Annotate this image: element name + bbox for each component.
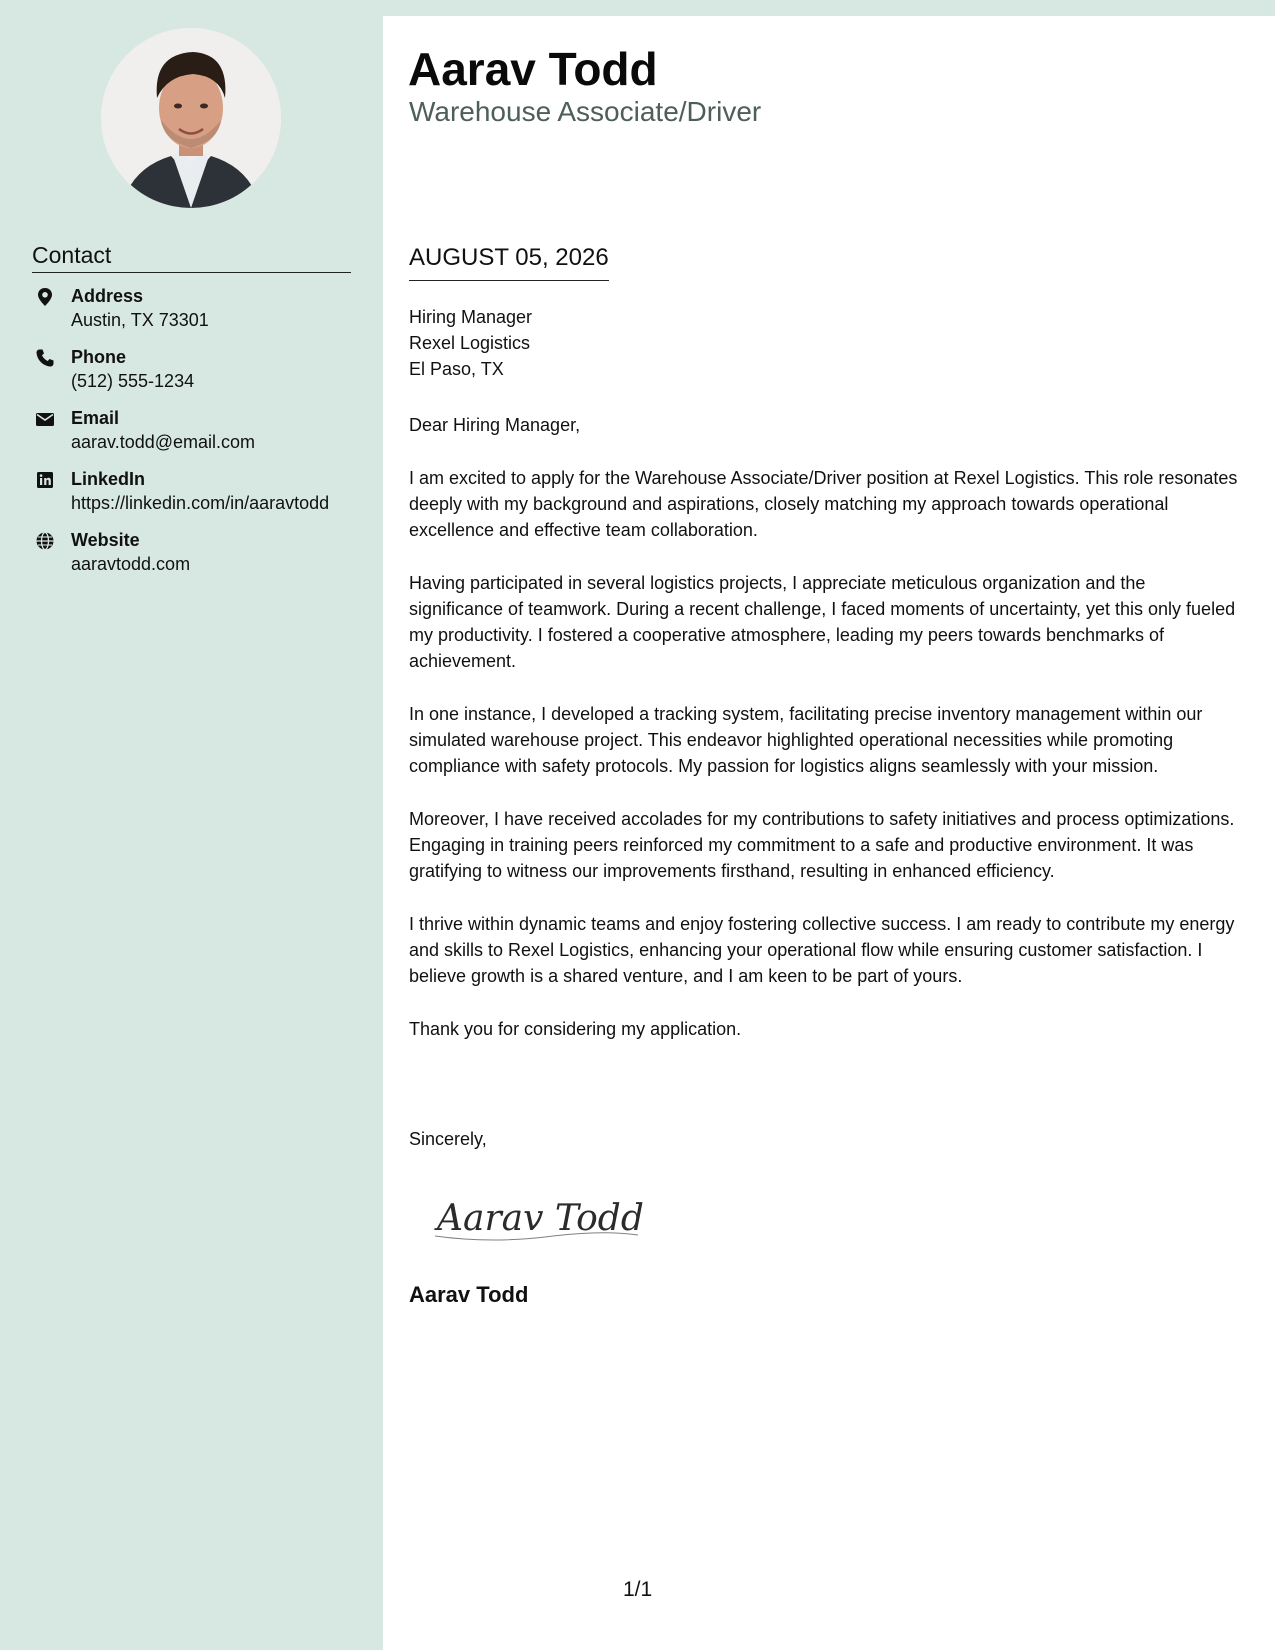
globe-icon <box>35 531 55 551</box>
paragraph: Thank you for considering my application. <box>409 1019 742 1039</box>
contact-item-phone <box>32 345 352 393</box>
contact-item-linkedin <box>32 467 352 515</box>
applicant-name: Aarav Todd <box>408 43 658 95</box>
contact-value-address: Austin, TX 73301 <box>71 310 209 330</box>
contact-value-email[interactable]: aarav.todd@email.com <box>71 432 256 452</box>
recipient-line: Rexel Logistics <box>409 333 531 353</box>
contact-label: Phone <box>71 347 127 367</box>
contact-label: Website <box>71 530 140 550</box>
letter-body <box>383 16 1275 1650</box>
email-icon <box>35 409 55 429</box>
contact-item-address <box>32 284 352 332</box>
handwritten-signature <box>433 1186 653 1246</box>
paragraph: Moreover, I have received accolades for my contributions to safety initiatives and process optimizations. Engaging in training peers reinforced my commitment to a safe and productive environment. It was gratifying to witness our improvements firsthand, resulting in enhanced efficiency. <box>409 809 1235 881</box>
job-title: Warehouse Associate/Driver <box>409 96 762 127</box>
signed-name: Aarav Todd <box>409 1282 529 1307</box>
signature-mark: Aarav Todd <box>437 1198 644 1239</box>
paragraph: Having participated in several logistics projects, I appreciate meticulous organization and the significance of teamwork. During a recent challenge, I faced moments of uncertainty, yet this only fueled my productivity. I fostered a cooperative atmosphere, leading my peers towards benchmarks of achievement. <box>409 573 1236 671</box>
contact-value-website[interactable]: aaravtodd.com <box>71 554 191 574</box>
paragraph: I am excited to apply for the Warehouse Associate/Driver position at Rexel Logistics. This role resonates deeply with my background and aspirations, closely matching my approach towards operational excellence and effective team collaboration. <box>409 468 1238 540</box>
contact-item-email <box>32 406 352 454</box>
letter-content <box>409 412 1244 1069</box>
recipient-block <box>409 304 532 382</box>
location-pin-icon <box>35 287 55 307</box>
recipient-line: El Paso, TX <box>409 359 504 379</box>
salutation: Dear Hiring Manager, <box>409 415 581 435</box>
contact-heading: Contact <box>32 240 351 273</box>
linkedin-icon <box>35 470 55 490</box>
sidebar <box>0 0 383 1650</box>
contact-item-website <box>32 528 352 576</box>
contact-label: Email <box>71 408 120 428</box>
contact-label: Address <box>71 286 144 306</box>
paragraph: In one instance, I developed a tracking system, facilitating precise inventory management within our simulated warehouse project. This endeavor highlighted operational necessities while promoting compliance with safety protocols. My passion for logistics aligns seamlessly with your mission. <box>409 704 1203 776</box>
letter-date: AUGUST 05, 2026 <box>409 242 609 281</box>
contact-value-linkedin[interactable]: https://linkedin.com/in/aaravtodd <box>71 493 330 513</box>
closing: Sincerely, <box>409 1129 487 1149</box>
profile-photo <box>101 28 281 208</box>
contact-list <box>32 284 352 589</box>
contact-label: LinkedIn <box>71 469 146 489</box>
page-number: 1/1 <box>623 1578 653 1601</box>
paragraph: I thrive within dynamic teams and enjoy fostering collective success. I am ready to contribute my energy and skills to Rexel Logistics, enhancing your operational flow while ensuring customer satisfaction. I believe growth is a shared venture, and I am keen to be part of yours. <box>409 914 1235 986</box>
phone-icon <box>35 348 55 368</box>
contact-value-phone: (512) 555-1234 <box>71 371 195 391</box>
recipient-line: Hiring Manager <box>409 307 533 327</box>
